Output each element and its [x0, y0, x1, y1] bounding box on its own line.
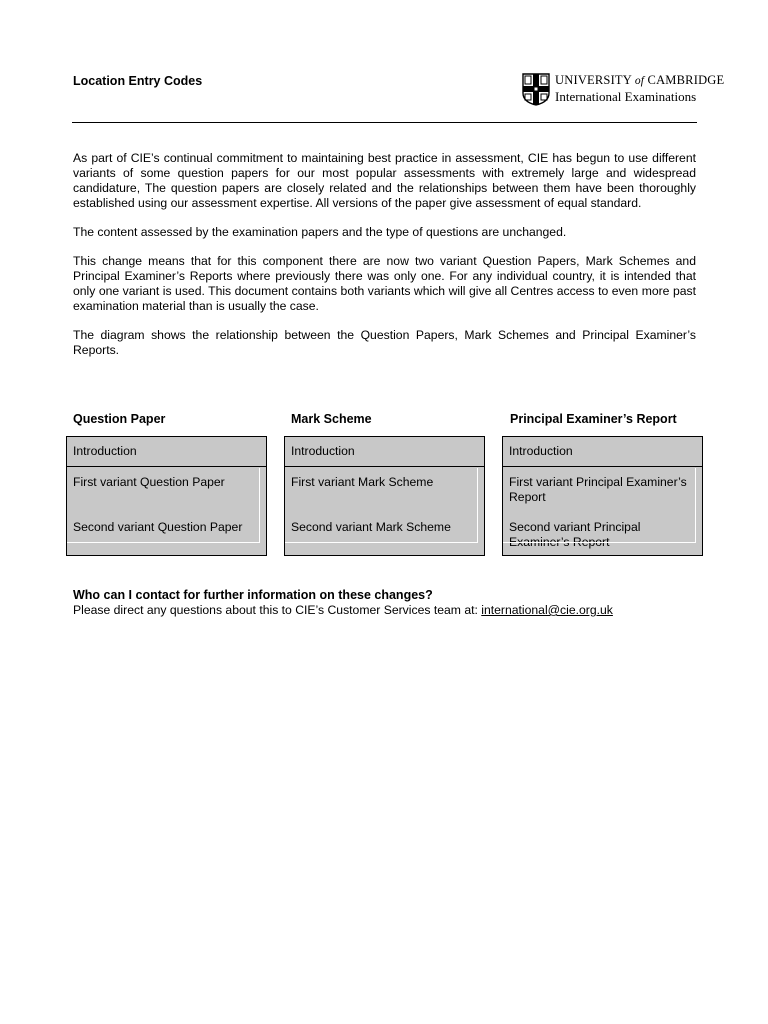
box-inner-edge	[259, 468, 260, 543]
examiner-report-box	[502, 436, 703, 556]
question-paper-first-variant: First variant Question Paper	[73, 475, 225, 489]
cambridge-logo	[522, 72, 725, 108]
logo-university-line	[555, 73, 724, 88]
contact-email-link[interactable]: international@cie.org.uk	[481, 603, 613, 617]
examiner-report-introduction: Introduction	[503, 437, 702, 467]
question-paper-box	[66, 436, 267, 556]
question-paper-second-variant: Second variant Question Paper	[73, 520, 243, 534]
mark-scheme-second-variant: Second variant Mark Scheme	[291, 520, 451, 534]
box-inner-bottom	[503, 542, 696, 543]
contact-line	[73, 603, 613, 617]
logo-university: UNIVERSITY	[555, 73, 632, 87]
box-inner-edge	[695, 468, 696, 543]
university-crest-icon	[522, 73, 550, 106]
contact-heading: Who can I contact for further information on these changes?	[73, 588, 433, 602]
paragraph-content-unchanged: The content assessed by the examination papers and the type of questions are unchanged.	[73, 225, 567, 239]
examiner-report-heading: Principal Examiner’s Report	[510, 412, 677, 426]
contact-text: Please direct any questions about this to CIE’s Customer Services team at:	[73, 603, 482, 617]
question-paper-introduction: Introduction	[67, 437, 266, 467]
question-paper-heading: Question Paper	[73, 412, 166, 426]
header-divider	[72, 122, 697, 123]
examiner-report-first-variant: First variant Principal Examiner’s Report	[509, 475, 687, 504]
logo-cambridge: CAMBRIDGE	[647, 73, 725, 87]
paragraph-diagram: The diagram shows the relationship between the Question Papers, Mark Schemes and Principal Examiner’s Reports.	[73, 328, 696, 357]
box-inner-edge	[477, 468, 478, 543]
logo-international-examinations: International Examinations	[555, 89, 697, 104]
box-inner-bottom	[67, 542, 260, 543]
paragraph-variants: This change means that for this component there are now two variant Question Papers, Mark Schemes and Principal Examiner’s Reports where previously there was only one. For any individual country, it is intended that only one variant is used. This document contains both variants which will give all Centres access to even more past examination material than is usually the case.	[73, 254, 696, 313]
logo-of: of	[634, 75, 645, 87]
mark-scheme-first-variant: First variant Mark Scheme	[291, 475, 434, 489]
mark-scheme-introduction: Introduction	[285, 437, 484, 467]
page-title: Location Entry Codes	[73, 74, 203, 88]
box-inner-bottom	[285, 542, 478, 543]
mark-scheme-box	[284, 436, 485, 556]
examiner-report-second-variant: Second variant Principal Examiner’s Report	[509, 520, 641, 549]
paragraph-commitment: As part of CIE’s continual commitment to maintaining best practice in assessment, CIE has begun to use different variants of some question papers for our most popular assessments with extremely large and widespread candidature, The question papers are closely related and the relationships between them have been thoroughly established using our assessment expertise. All versions of the paper give assessment of equal standard.	[73, 151, 696, 210]
mark-scheme-heading: Mark Scheme	[291, 412, 372, 426]
intro-text	[73, 151, 696, 372]
